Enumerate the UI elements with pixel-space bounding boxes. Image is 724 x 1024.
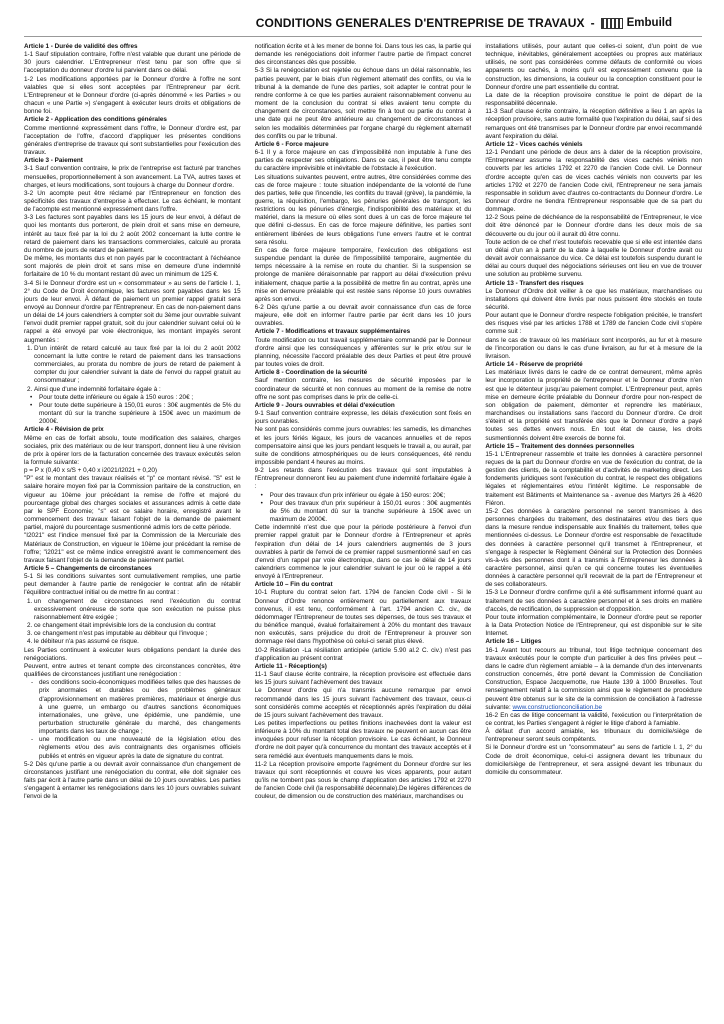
article-4-para: Même en cas de forfait absolu, toute modification des salaires, charges sociales, prix des matériaux ou de leur transport, donnent lieu à une révision de prix à opérer lors de la facturation concernée des travaux exécutés selon la formule suivante: [24,434,241,466]
article-16-para: À défaut d'un accord amiable, les tribunaux du domicile/siège de l'entrepreneur seront seuls compétents. [485,728,702,744]
list-item: 1. D'un intérêt de retard calculé au taux fixé par la loi du 2 août 2002 concernant la lutte contre le retard de paiement dans les transactions commerciales, au prorata du nombre de jours de retard de paiement à compter du jour calendrier suivant la date de l'envoi du rappel gratuit au consommateur ; [34,345,241,386]
column-1 [24,43,241,1003]
article-11-para: La date de la réception provisoire constitue le point de départ de la responsabilité décennale. [485,91,702,108]
article-15-para: 15-3 Le Donneur d'ordre confirme qu'il a été suffisamment informé quant au traitement de ses données à caractère personnel et à ses droits en matière d'accès, de rectification, de suppression et d'opposition. [485,589,702,613]
column-3 [485,43,702,1003]
document-title: CONDITIONS GENERALES D'ENTREPRISE DE TRAVAUX [255,16,585,30]
article-11-title: Article 11 - Réception(s) [254,662,327,670]
article-5-numbered-list [24,598,241,647]
article-4-title: Article 4 - Révision de prix [24,426,104,434]
logo-text: Embuild [626,17,672,29]
article-3-para: 3-2 Un acompte peut être réclamé par l'Entrepreneur en fonction des spécificités des travaux d'entreprise à effectuer. Le cas échéant, le montant de l'acompte est mentionné expressément dans l'offre. [24,189,241,214]
article-8-title: Article 8 - Coordination de la sécurité [254,369,368,377]
page-header [24,10,702,37]
article-6-title: Article 6 - Force majeure [254,140,329,148]
embuild-logo [601,17,672,29]
article-3-numbered-list [24,345,241,394]
article-15-para: 15-1 L'Entrepreneur rassemble et traite les données à caractère personnel reçues de la part du Donneur d'ordre en vue de l'exécution du contrat, de la gestion des clients, de la comptabilité et d'activités de marketing direct. Les fondements juridiques sont l'exécution du contrat, le respect des obligations légales et réglementaires et/ou l'intérêt légitime. Le responsable de traitement est Bâtiments et Maintenance sa - avenue des Martyrs 26 à 4620 Fléron. [485,450,702,507]
article-10-title: Article 10 – Fin du contrat [254,581,333,589]
list-item: 2. ce changement était imprévisible lors de la conclusion du contrat [34,622,241,630]
article-9-title: Article 9 - Jours ouvrables et délai d'exécution [254,401,395,409]
article-5-para: notification écrite et à les mener de bonne foi. Dans tous les cas, la partie qui demande les renégociations doit informer l'autre partie de l'impact concret des circonstances dès que possible. [254,43,472,67]
list-item: • Pour toute dette inférieure ou égale à 150 euros : 20€ ; [34,394,241,402]
article-16-para: Si le Donneur d'ordre est un "consommateur" au sens de l'article I. 1, 2° du Code de droit économique, celui-ci assignera devant les tribunaux du domicile/siège de l'entrepreneur, et sera assigné devant les tribunaux du domicile du consommateur. [485,744,702,776]
article-5-para: 5-2 Dès qu'une partie a ou devrait avoir connaissance d'un changement de circonstances justifiant une renégociation du contrat, elle doit signaler ces faits par écrit à l'autre partie dans un délai de 10 jours ouvrables. Les parties s'engagent à entamer les renégociations dans les 10 jours ouvrables suivant l'envoi de la [24,760,241,801]
article-11-para: Les petites imperfections ou petites finitions inachevées dont la valeur est inférieure à 10% du montant total des travaux ne peuvent en aucun cas être invoquées pour refuser la réception provisoire. Le cas échéant, le Donneur d'ordre ne doit payer qu'à concurrence du montant des travaux acceptés et il sera remédié aux éventuels manquements dans le mois. [254,719,472,760]
article-5-para: 5-3 Si la renégociation est rejetée ou échoue dans un délai raisonnable, les parties peuvent, par le biais d'un règlement alternatif des conflits, ou via le tribunal à la demande de l'une des parties, soit adapter le contrat pour le rendre conforme à ce que les parties auraient raisonnablement convenu au moment de la conclusion du contrat si elles avaient tenu compte du changement de circonstances, soit mettre fin à tout ou partie du contrat à une date qui ne peut être antérieure au changement de circonstances et selon les modalités déterminées par l'organe chargé du règlement alternatif des conflits ou par le tribunal. [254,67,472,140]
article-12-para: Toute action de ce chef n'est toutefois recevable que si elle est intentée dans un délai d'un an à partir de la date à laquelle le Donneur d'ordre avait ou devait avoir connaissance du vice. Ce délai est toutefois suspendu durant le délai au cours duquel des négociations sérieuses ont lieu en vue de trouver une solution au problème survenu. [485,238,702,279]
list-item: - une modification ou une nouveauté de la législation et/ou des règlements et/ou des avis contraignants des organismes officiels publiés et entrés en vigueur après la date de signature du contrat. [34,736,241,760]
article-12-para: 12-1 Pendant une période de deux ans à dater de la réception provisoire, l'Entrepreneur assume la responsabilité des vices cachés véniels non couverts par les articles 1792 et 2270 de l'ancien Code civil. Le Donneur d'ordre accepte qu'en cas de vices cachés véniels non couverts par les articles 1792 et 2270 de l'ancien Code civil, l'Entrepreneur ne sera jamais responsable in solidum avec d'autres co-contractants du Donneur d'ordre. Le Donneur d'ordre ne tiendra l'Entrepreneur responsable que de sa part du dommage. [485,149,702,214]
article-2-para: Comme mentionné expressément dans l'offre, le Donneur d'ordre est, par l'acceptation de l'offre, d'accord d'appliquer les présentes conditions générales d'entreprise de travaux qui sont substantielles pour l'exécution des travaux. [24,124,241,157]
list-item: • Pour toute dette supérieure à 150,01 euros : 30€ augmentés de 5% du montant dû sur la tranche supérieure à 150€ avec un maximum de 2000€. [34,402,241,426]
title-separator: - [590,16,595,30]
article-7-title: Article 7 - Modifications et travaux supplémentaires [254,328,411,336]
list-item: 4. le débiteur n'a pas assumé ce risque. [34,638,241,646]
article-16-title: Article 16 – Litiges [485,638,542,646]
article-5-para: 5-1 Si les conditions suivantes sont cumulativement remplies, une partie peut demander à l'autre partie de renégocier le contrat afin de rétablir l'équilibre contractuel initial ou de mettre fin au contrat : [24,573,241,597]
article-16-para: 16-2 En cas de litige concernant la validité, l'exécution ou l'interprétation de ce contrat, les Parties s'engagent à régler le litige d'abord à l'amiable. [485,711,702,727]
article-5-para: Les Parties continuent à exécuter leurs obligations pendant la durée des renégociations. [24,646,241,662]
text-columns [24,43,702,1003]
article-16-para [485,647,702,712]
article-3-para: 3-3 Les factures sont payables dans les 15 jours de leur envoi, à défaut de quoi les montants dus porteront, de plein droit et sans mise en demeure, intérêt au taux fixé par la loi du 2 août 2002 concernant la lutte contre le retard de paiement dans les transactions commerciales, calculé au prorata du nombre de jours de retard de paiement. [24,214,241,254]
article-6-para: 6-2 Dès qu'une partie a ou devrait avoir connaissance d'un cas de force majeure, elle doit en informer l'autre partie par écrit dans les 10 jours ouvrables. [254,304,472,328]
list-item: 1. un changement de circonstances rend l'exécution du contrat excessivement onéreuse de sorte que son exécution ne puisse plus raisonnablement être exigée ; [34,598,241,622]
article-3-para: 3-1 Sauf convention contraire, le prix de l'entreprise est facturé par tranches mensuelles, proportionnellement à son avancement. La TVA, autres taxes et charges, et leurs modifications, sont toujours à charge du Donneur d'ordre. [24,165,241,189]
article-13-para: Le Donneur d'Ordre doit veiller à ce que les matériaux, marchandises ou installations qui doivent être livrés par nous puissent être stockés en toute sécurité. [485,287,702,311]
article-10-para: 10-2 Résiliation -La résiliation anticipée (article 5.90 al.2 C. civ.) n'est pas d'application au présent contrat [254,646,472,662]
article-12-title: Article 12 - Vices cachés véniels [485,140,583,148]
article-11-para: 11-2 La réception provisoire emporte l'agrément du Donneur d'ordre sur les travaux qui sont réceptionnés et couvre les vices apparents, pour autant qu'ils ne tombent pas sous le champ d'application des articles 1792 et 2270 de l'ancien Code civil (la responsabilité décennale).De légères différences de couleur, de dimension ou de construction des matériaux, marchandises ou [254,760,472,801]
article-3-title: Article 3 - Paiement [24,157,83,165]
article-14-para: Les matériaux livrés dans le cadre de ce contrat demeurent, même après leur incorporation la propriété de l'entrepreneur et le Donneur d'ordre n'en est que le détenteur jusqu'au paiement complet. L'Entrepreneur peut, après mise en demeure écrite préalable du Donneur d'ordre pour non-respect de son obligation de paiement, démonter et reprendre les matériaux, marchandises ou installations sans l'accord du Donneur d'ordre. Ce droit s'éteint et la propriété est transférée dès que le Donneur d'ordre a payé toutes ses dettes envers nous. En tout état de cause, les droits susmentionnés doivent être exercés de bonne foi. [485,369,702,442]
article-5-title: Article 5 – Changements de circonstances [24,565,152,572]
column-2 [255,43,472,1003]
article-4-para: "I2021" est l'indice mensuel fixé par la Commission de la Mercuriale des Matériaux de Construction, en vigueur le 10ème jour précédant la remise de l'offre; "i2021" est ce même indice enregistré avant le commencement des travaux faisant l'objet de la demande de paiement partiel. [24,532,241,564]
article-9-para: 9-1 Sauf convention contraire expresse, les délais d'exécution sont fixés en jours ouvrables. [254,410,472,426]
article-3-bullet-list [24,394,241,427]
article-3-para: 3-4 Si le Donneur d'ordre est un « consommateur » au sens de l'article I. 1, 2° du Code de Droit économique, les factures sont payables dans les 15 jours de leur envoi. À défaut de paiement un premier rappel gratuit sera envoyé au Donneur d'ordre par l'Entrepreneur. En cas de non-paiement dans un délai de 14 jours calendriers à compter soit du 3ème jour ouvrable suivant l'envoi dudit premier rappel gratuit, soit du jour calendrier suivant celui où le rappel a été envoyé par voie électronique, les montant impayés seront augmentés : [24,279,241,344]
article-13-para: Pour autant que le Donneur d'ordre respecte l'obligation précitée, le transfert des risques visé par les articles 1788 et 1789 de l'ancien Code civil s'opère comme suit : [485,312,702,336]
list-item: • Pour des travaux d'un prix inférieur ou égale à 150 euros: 20€; [265,492,472,500]
conciliation-website-link[interactable]: www.constructionconciliation.be [512,703,603,711]
list-item: 2. Ainsi que d'une indemnité forfaitaire égale à : [34,386,241,394]
article-1-para: 1-1 Sauf stipulation contraire, l'offre n'est valable que durant une période de 30 jours calendrier. L'Entrepreneur n'est tenu par son offre que si l'acceptation du donneur d'ordre lui parvient dans ce délai. [24,51,241,75]
article-9-para: Ne sont pas considérés comme jours ouvrables: les samedis, les dimanches et les jours fériés légaux, les jours de vacances annuelles et de repos compensatoire ainsi que les jours pendant lesquels le travail a, ou aurait, par suite de conditions atmosphériques ou de leurs conséquences, été rendu impossible pendant 4 heures au moins. [254,426,472,466]
article-6-para: Les situations suivantes peuvent, entre autres, être considérées comme des cas de force majeure : toute situation indépendante de la volonté de l'une des parties, telle que l'incendie, les conflits du travail (grève), la pandémie, la guerre, la réquisition, l'embargo, les pénuries générales de transport, les restrictions ou les pénuries d'énergie, l'indisponibilité des matériaux et du matériel, dans la mesure où elles sont dues à un cas de force majeure tel que défini ci-dessus. En cas de force majeure définitive, les parties sont entièrement libérées de leurs obligations l'une envers l'autre et le contrat sera résolu. [254,173,472,246]
article-11-para: 11-3 Sauf clause écrite contraire, la réception définitive a lieu 1 an après la réception provisoire, sans autre formalité que l'expiration du délai, sauf si des remarques ont été transmises par le Donneur d'ordre par envoi recommandé avant l'expiration du délai. [485,108,702,140]
article-9-bullet-list [255,492,472,525]
article-11-para: 11-1 Sauf clause écrite contraire, la réception provisoire est effectuée dans les 15 jours suivant l'achèvement des travaux [254,671,472,687]
article-7-para: Toute modification ou tout travail supplémentaire commandé par le Donneur d'ordre ainsi que les conséquences y afférentes sur le prix et/ou sur le planning, nécessite l'accord préalable des deux Parties et peut être prouvé par toutes voies de droit. [254,336,472,369]
article-13-title: Article 13 - Transfert des risques [485,279,584,287]
article-12-para: 12-2 Sous peine de déchéance de la responsabilité de l'Entrepreneur, le vice doit être dénoncé par le Donneur d'ordre dans les deux mois de sa découverte ou du jour où il aurait dû être connu. [485,214,702,238]
article-1-para: 1-2 Les modifications apportées par le Donneur d'ordre à l'offre ne sont valables que si elles sont acceptées par l'Entrepreneur par écrit. L'Entrepreneur et le Donneur d'ordre (ci-après dénommé « les Parties » ou chacun « une Partie ») s'engagent à exécuter leurs droits et obligations de bonne foi. [24,75,241,116]
article-15-title: Article 15 – Traitement des données personnelles [485,442,635,450]
article-10-para: 10-1 Rupture du contrat selon l'art. 1794 de l'ancien Code civil - Si le Donneur d'Ordre renonce entièrement ou partiellement aux travaux convenus, il est tenu, conformément à l'art. 1794 ancien C. civ., de dédommager l'Entrepreneur de toutes ses dépenses, de tous ses travaux et du bénéfice manqué, évalué forfaitairement à 20% du montant des travaux non exécutés, sans préjudice du droit de l'Entrepreneur à prouver son dommage réel dans l'hypothèse où celui-ci serait plus élevé. [254,589,472,646]
list-item: - des conditions socio-économiques modifiées telles que des hausses de prix anormales et durables ou des problèmes généraux d'approvisionnement en matières premières, matériaux et énergie dus à une guerre, un embargo ou d'autres sanctions économiques internationales, une grève, une épidémie, une pandémie, une perturbation structurelle générale du marché, des changements importants dans les taux de change ; [34,679,241,736]
article-14-title: Article 14 - Réserve de propriété [485,361,583,369]
article-16-text: 16-1 Avant tout recours au tribunal, tout litige technique concernant des travaux exécutés pour le compte d'un particulier à des fins privées peut – dans le cadre d'un règlement amiable – à la demande d'un des intervenants construction concernés, être porté devant la Commission de Conciliation Construction, Espace Jacquemotte, rue Haute 139 à 1000 Bruxelles. Tout renseignement relatif à la commission ainsi que le règlement de procédure peuvent être obtenus sur le site de la commission de conciliation à l'adresse suivante: [485,646,702,711]
article-5-para: Peuvent, entre autres et tenant compte des circonstances concrètes, être qualifiées de circonstances justifiant une renégociation : [24,662,241,679]
article-8-para: Sauf mention contraire, les mesures de sécurité imposées par le coordinateur de sécurité et non connues au moment de la remise de notre offre ne sont pas comprises dans le prix de celle-ci. [254,377,472,401]
article-6-para: En cas de force majeure temporaire, l'exécution des obligations est suspendue pendant la durée de l'impossibilité temporaire, augmentée du temps nécessaire à la remise en route du chantier. Si la suspension se prolonge de manière déraisonnable par rapport au délai d'exécution prévu initialement, chaque partie a la possibilité de mettre fin au contrat, après une mise en demeure préalable qui est restée sans réponse 10 jours ouvrables après son envoi. [254,246,472,303]
article-13-para: dans le cas de travaux où les matériaux sont incorporés, au fur et à mesure de l'incorporation ou dans le cas d'une livraison, au fur et à mesure de la livraison. [485,336,702,360]
list-item: • Pour des travaux d'un prix supérieur à 150,01 euros : 30€ augmentés de 5% du montant dû sur la tranche supérieure à 150€ avec un maximum de 2000€. [265,500,472,524]
article-15-para: 15-2 Ces données à caractère personnel ne seront transmises à des personnes chargées du traitement, des destinataires et/ou des tiers que dans la mesure rendue indispensable aux finalités du traitement, telles que mentionnées ci-dessus. Le Donneur d'ordre est responsable de l'exactitude des données à caractère personnel qu'il transmet à l'Entrepreneur, et s'engage à respecter le Règlement Général sur la Protection des Données vis-à-vis des personnes dont il a transmis à l'Entrepreneur les données à caractère personnel, ainsi qu'en ce qui concerne toutes les éventuelles données à caractère personnel qu'il recevrait de la part de l'Entrepreneur et de ses collaborateurs. [485,507,702,589]
article-2-title: Article 2 - Application des conditions générales [24,116,167,124]
price-formula: p = P x (0,40 x s/S + 0,40 x i2021/I2021 + 0,20) [24,467,158,475]
article-6-para: 6-1 Il y a force majeure en cas d'impossibilité non imputable à l'une des parties de respecter ses obligations. Dans ce cas, il peut être tenu compte du caractère imprévisible et inévitable de l'obstacle à l'exécution. [254,149,472,173]
article-1-title: Article 1 - Durée de validité des offres [24,43,138,50]
article-9-para: 9-2 Les retards dans l'exécution des travaux qui sont imputables à l'Entrepreneur donneront lieu au paiement d'une indemnité forfaitaire égale à : [254,467,472,491]
article-3-para: De même, les montants dus et non payés par le cocontractant à l'échéance sont majorés de plein droit et sans mise en demeure d'une indemnité forfaitaire de 10 % du montant restant dû avec un minimum de 125 €. [24,255,241,279]
article-9-para: Cette indemnité n'est due que pour la période postérieure à l'envoi d'un premier rappel gratuit par le Donneur d'ordre à l'Entrepreneur et après l'expiration d'un délai de 14 jours calendriers augmentés de 3 jours ouvrables à partir de l'envoi de ce premier rappel susmentionné sauf en cas d'envoi d'un rappel par voie électronique, dans ce cas le délai de 14 jours calendriers commence le jour calendrier suivant le jour où le rappel a été envoyé à l'Entrepreneur. [254,524,472,581]
article-15-para: Pour toute information complémentaire, le Donneur d'ordre peut se reporter à la Data Protection Notice de l'Entrepreneur, qui est disponible sur le site Internet. [485,613,702,638]
article-4-para: "P" est le montant des travaux réalisés et "p" ce montant révisé. "S" est le salaire horaire moyen fixé par la Commission paritaire de la construction, en vigueur au 10ème jour précédant la remise de l'offre et majoré du pourcentage global des charges sociales et assurances admis à cette date par le SPF Economie; "s" est ce salaire horaire, enregistré avant le commencement des travaux faisant l'objet de la demande de paiement partiel, majoré du pourcentage susmentionné admis lors de cette période. [24,475,241,532]
logo-mark-icon [601,18,623,29]
article-11-para: Le Donneur d'ordre qui n'a transmis aucune remarque par envoi recommandé dans les 15 jours suivant l'achèvement des travaux, ceux-ci sont considérés comme acceptés et réceptionnés après l'expiration du délai de 15 jours suivant l'achèvement des travaux. [254,687,472,719]
article-11-para: installations utilisés, pour autant que celles-ci soient, d'un point de vue technique, inévitables, généralement acceptées ou propres aux matériaux utilisés, ne sont pas considérées comme défauts de conformité ou vices apparents ou cachés, à moins qu'il est expressément convenu que la construction, les dimensions, la couleur ou la conception constituent pour le Donneur d'ordre une part essentielle du contrat. [485,43,702,91]
article-5-dash-list [24,679,241,761]
list-item: 3. ce changement n'est pas imputable au débiteur qui l'invoque ; [34,630,241,638]
